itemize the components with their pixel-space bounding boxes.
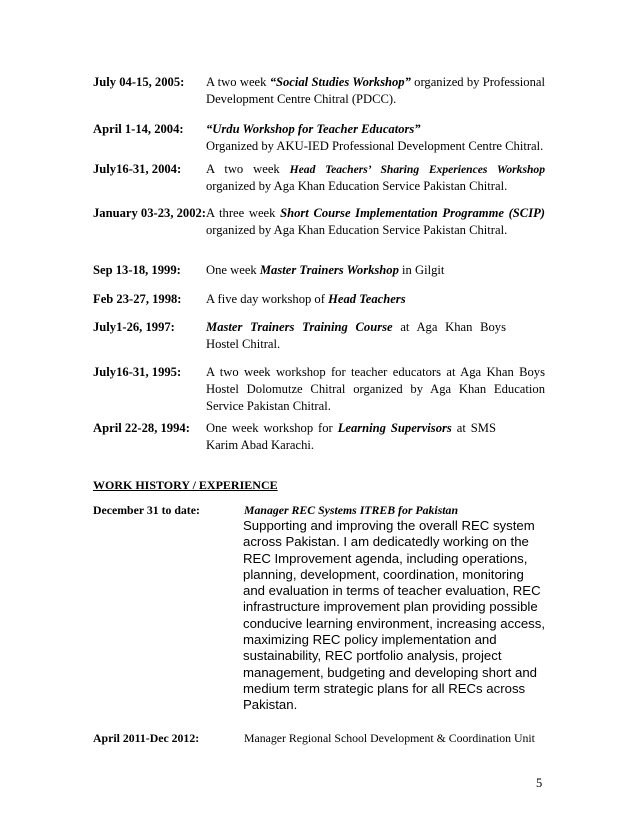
page-number: 5	[536, 776, 543, 790]
entry-description: A two week Head Teachers’ Sharing Experiences Workshop organized by Aga Khan Education Service Pakistan Chitral.	[206, 162, 545, 193]
work-title: Manager Regional School Development & Coordination Unit	[244, 731, 535, 745]
section-heading: WORK HISTORY / EXPERIENCE	[93, 478, 278, 492]
entry-date: July16-31, 2004:	[93, 162, 182, 176]
entry-date: July 04-15, 2005:	[93, 75, 185, 89]
training-entry	[93, 161, 545, 195]
entry-date: January 03-23, 2002:	[93, 206, 206, 220]
training-entry	[93, 205, 545, 239]
training-entry	[93, 121, 545, 155]
entry-date: Sep 13-18, 1999:	[93, 263, 181, 277]
training-entry	[93, 74, 545, 108]
entry-date: April 22-28, 1994:	[93, 421, 190, 435]
entry-date: April 1-14, 2004:	[93, 122, 184, 136]
entry-description: Master Trainers Training Course at Aga Khan Boys Hostel Chitral.	[206, 320, 506, 351]
entry-description: “Urdu Workshop for Teacher Educators” Organized by AKU-IED Professional Development Centre Chitral.	[206, 122, 544, 153]
entry-description: One week workshop for Learning Supervisors at SMS Karim Abad Karachi.	[206, 421, 496, 452]
training-entry	[93, 319, 545, 353]
work-title: Manager REC Systems ITREB for Pakistan	[244, 503, 459, 517]
entry-description: A three week Short Course Implementation Programme (SCIP) organized by Aga Khan Education Service Pakistan Chitral.	[206, 206, 545, 237]
work-date: April 2011-Dec 2012:	[93, 731, 200, 745]
entry-date: July16-31, 1995:	[93, 365, 182, 379]
entry-description: One week Master Trainers Workshop in Gilgit	[206, 263, 445, 277]
training-entry	[93, 262, 545, 279]
training-entry	[93, 364, 545, 415]
training-entry	[93, 291, 545, 308]
training-entry	[93, 420, 545, 454]
entry-description: A two week workshop for teacher educators at Aga Khan Boys Hostel Dolomutze Chitral organized by Aga Khan Education Service Pakistan Chitral.	[206, 365, 545, 413]
work-description: Supporting and improving the overall REC system across Pakistan. I am dedicatedly working on the REC Improvement agenda, including operations, planning, development, coordination, monitoring and evaluation in terms of teacher evaluation, REC infrastructure improvement plan providing possible conducive learning environment, increasing access, maximizing REC policy implementation and sustainability, REC portfolio analysis, project management, budgeting and developing short and medium term strategic plans for all RECs across Pakistan.	[243, 518, 546, 713]
entry-date: July1-26, 1997:	[93, 320, 175, 334]
work-date: December 31 to date:	[93, 503, 200, 517]
entry-date: Feb 23-27, 1998:	[93, 292, 182, 306]
entry-description: A five day workshop of Head Teachers	[206, 292, 406, 306]
entry-description: A two week “Social Studies Workshop” organized by Professional Development Centre Chitral (PDCC).	[206, 75, 545, 106]
